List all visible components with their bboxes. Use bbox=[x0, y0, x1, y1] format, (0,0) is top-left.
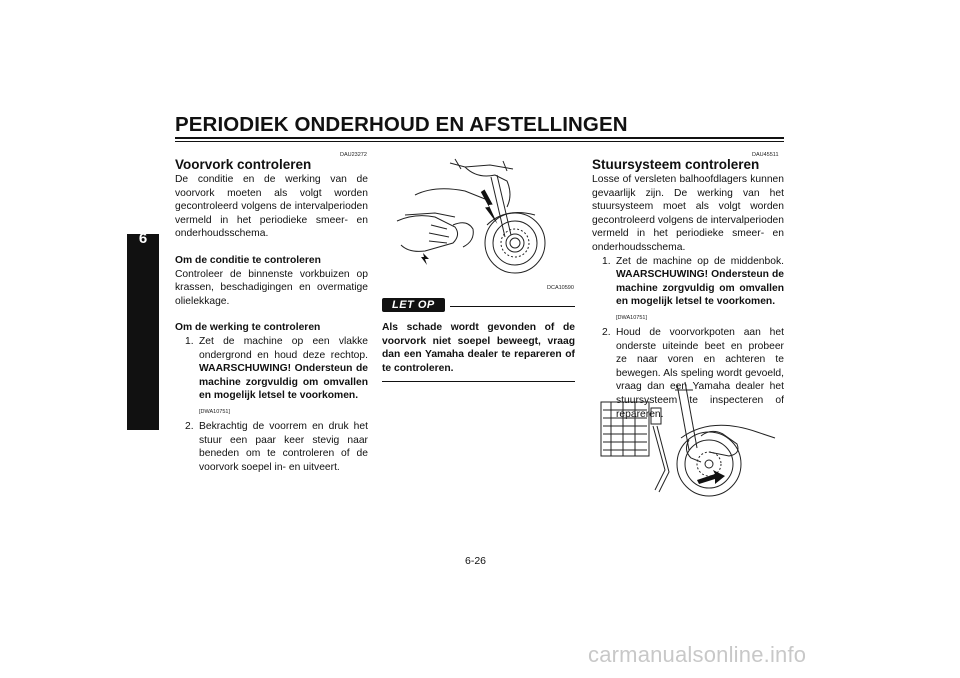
caution-label: LET OP bbox=[382, 298, 445, 312]
warning-text: WAARSCHUWING! Ondersteun de machine zorgvuldig om omvallen en mogelijk letsel te voorkomen. bbox=[616, 269, 784, 308]
step-item bbox=[592, 255, 784, 309]
caution-box bbox=[382, 295, 575, 382]
section-title: Voorvork controleren bbox=[175, 157, 312, 172]
step-text: Houd de voorvorkpoten aan het onderste uiteinde beet en probeer ze naar voren en achteren te bewegen. Als speling wordt gevoeld, vraag dan een Yamaha dealer het stuursysteem te inspecteren of repareren. bbox=[616, 326, 784, 420]
step-number: 2. bbox=[602, 326, 611, 338]
step-text: Zet de machine op een vlakke ondergrond en houd deze rechtop. bbox=[199, 335, 368, 361]
page-title: PERIODIEK ONDERHOUD EN AFSTELLINGEN bbox=[175, 113, 628, 136]
condition-paragraph: Controleer de binnenste vorkbuizen op krassen, beschadigingen en overmatige olielekkage. bbox=[175, 268, 368, 307]
fork-illustration bbox=[395, 155, 555, 277]
section-code: DAU45511 bbox=[752, 152, 779, 158]
steering-illustration bbox=[597, 380, 779, 498]
step-text: Zet de machine op de middenbok. bbox=[616, 255, 784, 267]
caution-bottom-rule bbox=[382, 381, 575, 382]
direction-arrow-icon bbox=[697, 470, 725, 484]
step-item bbox=[175, 335, 368, 403]
caution-rule bbox=[450, 306, 575, 307]
page-number: 6-26 bbox=[465, 555, 487, 567]
header-rule bbox=[175, 137, 784, 139]
subheading-condition: Om de conditie te controleren bbox=[175, 254, 321, 266]
chapter-tab bbox=[127, 234, 159, 430]
intro-paragraph: De conditie en de werking van de voorvork moeten als volgt worden gecontroleerd volgens de intervalperioden vermeld in het periodieke smeer- en onderhoudsschema. bbox=[175, 174, 368, 240]
section-title: Stuursysteem controleren bbox=[592, 157, 760, 172]
watermark: carmanualsonline.info bbox=[588, 642, 807, 667]
caution-text: Als schade wordt gevonden of de voorvork niet soepel beweegt, vraag dan een Yamaha dealer te repareren of te controleren. bbox=[382, 322, 575, 374]
subheading-operation: Om de werking te controleren bbox=[175, 322, 321, 334]
intro-paragraph: Losse of versleten balhoofdlagers kunnen gevaarlijk zijn. De werking van het stuursysteem moet als volgt worden gecontroleerd volgens de intervalperioden vermeld in het periodieke smeer- en onderhoudsschema. bbox=[592, 174, 784, 253]
step-number: 1. bbox=[185, 335, 194, 347]
step-item bbox=[175, 420, 368, 474]
header-rule-thin bbox=[175, 141, 784, 142]
step-text: Bekrachtig de voorrem en druk het stuur een paar keer stevig naar beneden om te controleren of de voorvork soepel in- en uitveert. bbox=[199, 420, 368, 473]
warning-text: WAARSCHUWING! Ondersteun de machine zorgvuldig om omvallen en mogelijk letsel te voorkomen. bbox=[199, 363, 368, 402]
section-code: DAU23272 bbox=[340, 152, 367, 158]
step-number: 2. bbox=[185, 420, 194, 432]
step-number: 1. bbox=[602, 255, 611, 267]
figure-code: DCA10590 bbox=[547, 285, 574, 291]
warning-code: [DWA10751] bbox=[199, 408, 230, 415]
warning-code: [DWA10751] bbox=[616, 314, 647, 321]
chapter-number: 6 bbox=[138, 230, 148, 247]
left-column bbox=[175, 173, 368, 474]
